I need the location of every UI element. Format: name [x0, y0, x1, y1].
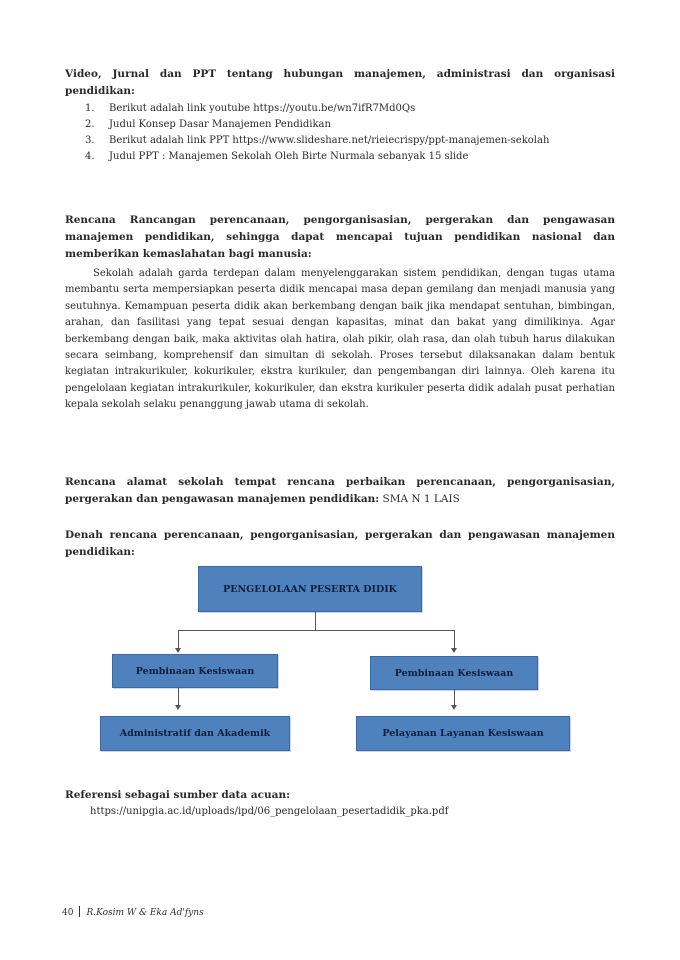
left-child-box: Administratif dan Akademik	[100, 716, 290, 751]
right-box: Pembinaan Kesiswaan	[370, 656, 538, 690]
reference-link[interactable]: https://unipgia.ac.id/uploads/ipd/06_pengelolaan_pesertadidik_pka.pdf	[90, 806, 449, 817]
section-heading-resources: Video, Jurnal dan PPT tentang hubungan manajemen, administrasi dan organisasi pendidikan:	[65, 68, 615, 97]
page-number: 40	[62, 908, 74, 918]
arrow-down-icon	[175, 648, 181, 653]
list-item: 3. Berikut adalah link PPT https://www.slideshare.net/rieiecrispy/ppt-manajemen-sekolah	[85, 135, 550, 146]
connector-line	[178, 630, 454, 631]
list-item: 1. Berikut adalah link youtube https://youtu.be/wn7ifR7Md0Qs	[85, 103, 416, 114]
right-child-box: Pelayanan Layanan Kesiswaan	[356, 716, 570, 751]
resource-list	[85, 101, 615, 165]
body-paragraph: Sekolah adalah garda terdepan dalam menyelenggarakan sistem pendidikan, dengan tugas utama membantu serta mempersiapkan peserta didik mencapai masa depan gemilang dan menjadi manusia yang seutuhnya. Kemampuan peserta didik akan berkembang dengan baik jika mendapat sentuhan, bimbingan, arahan, dan fasilitasi yang tepat sesuai dengan kapasitas, minat dan bakat yang dimilikinya. Agar berkembang dengan baik, maka aktivitas olah hatira, olah pikir, olah rasa, dan olah tubuh harus dilakukan secara seimbang, komprehensif dan simultan di sekolah. Proses tersebut dilaksanakan dalam bentuk kegiatan intrakurikuler, kokurikuler, ekstra kurikuler, dan pengembangan diri lainnya. Oleh karena itu pengelolaan kegiatan intrakurikuler, kokurikuler, dan ekstra kurikuler peserta didik adalah pusat perhatian kepala sekolah selaku penanggung jawab utama di sekolah.	[65, 268, 615, 411]
page-footer	[62, 906, 204, 918]
left-box: Pembinaan Kesiswaan	[112, 654, 278, 688]
section-heading-diagram: Denah rencana perencanaan, pengorganisasian, pergerakan dan pengawasan manajemen pendidikan:	[65, 529, 615, 558]
connector-line	[315, 611, 316, 631]
connector-line	[178, 630, 179, 649]
list-item: 4. Judul PPT : Manajemen Sekolah Oleh Birte Nurmala sebanyak 15 slide	[85, 151, 469, 162]
section-heading-references: Referensi sebagai sumber data acuan:	[65, 789, 290, 801]
list-item: 2. Judul Konsep Dasar Manajemen Pendidikan	[85, 119, 331, 130]
footer-divider	[79, 906, 80, 917]
arrow-down-icon	[451, 705, 457, 710]
root-box: PENGELOLAAN PESERTA DIDIK	[198, 566, 422, 612]
footer-authors: R.Kosim W & Eka Ad'fyns	[86, 908, 204, 918]
connector-line	[178, 687, 179, 706]
connector-line	[454, 689, 455, 706]
arrow-down-icon	[175, 705, 181, 710]
arrow-down-icon	[451, 648, 457, 653]
section-heading-plan: Rencana Rancangan perencanaan, pengorganisasian, pergerakan dan pengawasan manajemen pendidikan, sehingga dapat mencapai tujuan pendidikan nasional dan memberikan kemaslahatan bagi manusia:	[65, 214, 615, 260]
school-name: SMA N 1 LAIS	[379, 493, 460, 505]
connector-line	[454, 630, 455, 649]
section-heading-address: Rencana alamat sekolah tempat rencana perbaikan perencanaan, pengorganisasian, pergerakan dan pengawasan manajemen pendidikan: SMA N 1 LAIS	[65, 476, 615, 505]
